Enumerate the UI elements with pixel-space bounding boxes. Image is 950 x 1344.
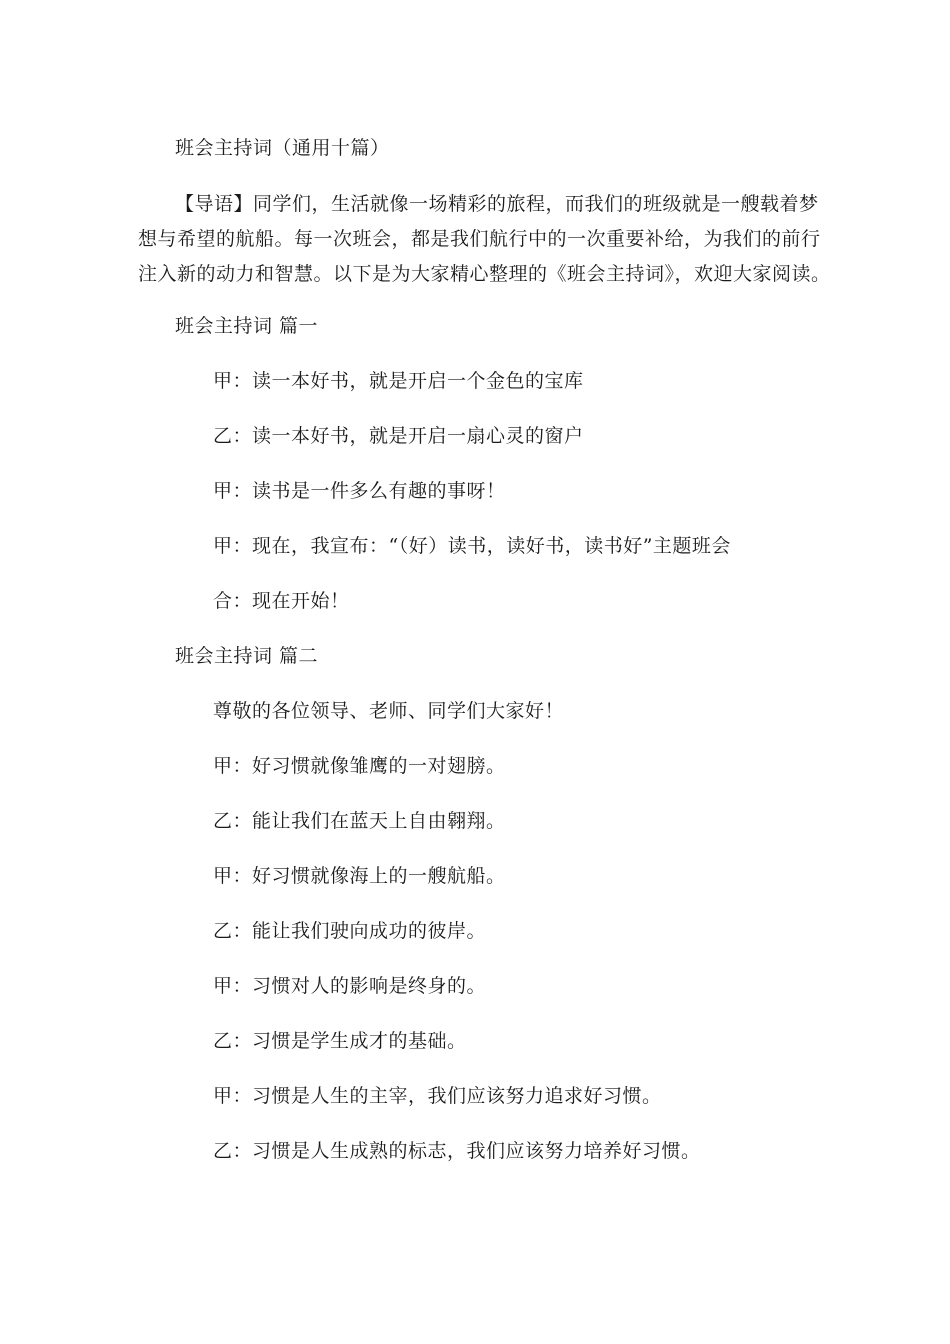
section-2-line: 尊敬的各位领导、老师、同学们大家好！ (213, 700, 565, 722)
section-2-line: 乙：习惯是人生成熟的标志，我们应该努力培养好习惯。 (213, 1140, 701, 1162)
section-1-heading: 班会主持词 篇一 (175, 315, 319, 337)
section-2-line: 乙：能让我们在蓝天上自由翱翔。 (213, 810, 506, 832)
intro-line-2: 想与希望的航船。每一次班会，都是我们航行中的一次重要补给，为我们的前行 (138, 228, 821, 250)
section-2-line: 甲：习惯对人的影响是终身的。 (213, 975, 487, 997)
section-1-line: 甲：读书是一件多么有趣的事呀！ (213, 480, 506, 502)
intro-line-3: 注入新的动力和智慧。以下是为大家精心整理的《班会主持词》，欢迎大家阅读。 (138, 263, 831, 285)
section-2-line: 甲：好习惯就像海上的一艘航船。 (213, 865, 506, 887)
section-1-line: 甲：读一本好书，就是开启一个金色的宝库 (213, 370, 584, 392)
section-1-line: 合：现在开始！ (213, 590, 350, 612)
intro-line-1: 【导语】同学们，生活就像一场精彩的旅程，而我们的班级就是一艘载着梦 (175, 193, 819, 215)
section-2-line: 甲：习惯是人生的主宰，我们应该努力追求好习惯。 (213, 1085, 662, 1107)
section-2-line: 甲：好习惯就像雏鹰的一对翅膀。 (213, 755, 506, 777)
section-2-line: 乙：能让我们驶向成功的彼岸。 (213, 920, 487, 942)
section-2-line: 乙：习惯是学生成才的基础。 (213, 1030, 467, 1052)
section-1-line: 乙：读一本好书，就是开启一扇心灵的窗户 (213, 425, 584, 447)
section-2-heading: 班会主持词 篇二 (175, 645, 319, 667)
section-1-line: 甲：现在，我宣布：“（好）读书，读好书，读书好”主题班会 (213, 535, 731, 557)
document-title: 班会主持词（通用十篇） (175, 137, 390, 159)
